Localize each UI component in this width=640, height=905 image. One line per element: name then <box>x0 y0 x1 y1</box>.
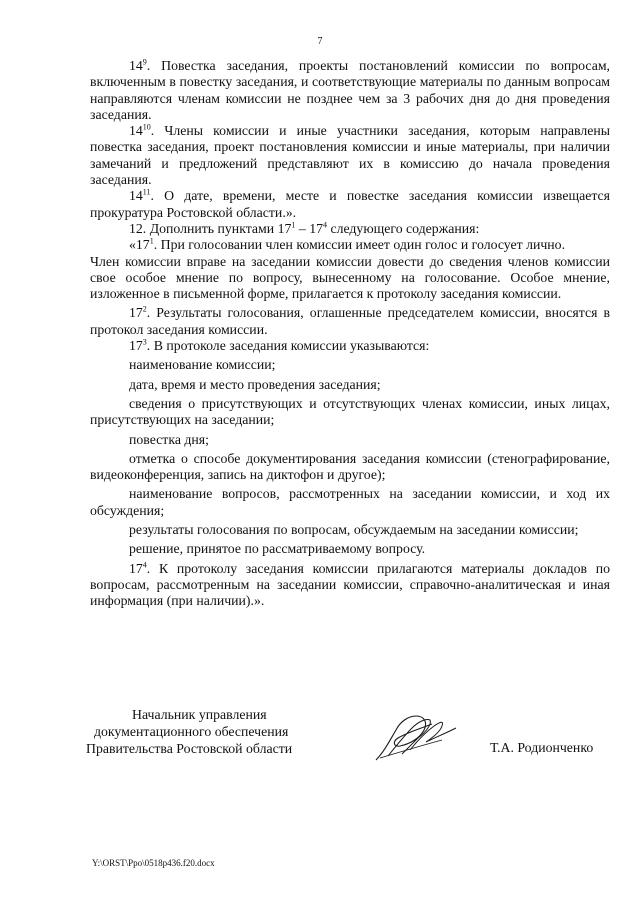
position-line: документационного обеспечения <box>94 724 289 739</box>
list-item: наименование вопросов, рассмотренных на заседании комиссии, и ход их обсуждения; <box>90 486 610 518</box>
signer-name: Т.А. Родионченко <box>490 740 594 755</box>
paragraph-17-4: $17^4$. К протоколу заседания комиссии прилагаются материалы докладов по вопросам, рассмотренным на заседании комиссии, справочно-аналитическая и иная информация (при наличии).». <box>90 560 610 609</box>
signatory-position <box>86 706 346 757</box>
paragraph-17-1: «$17^1$. При голосовании член комиссии имеет один голос и голосует лично. <box>129 236 566 253</box>
paragraph-17-1-continued: Член комиссии вправе на заседании комиссии довести до сведения членов комиссии свое особое мнение по вопросу, вынесенному на голосование. Особое мнение, изложенное в письменной форме, прилагается к протоколу заседания комиссии. <box>90 253 610 302</box>
list-item: отметка о способе документирования заседания комиссии (стенографирование, видеоконференция, запись на диктофон и другое); <box>90 450 610 483</box>
handwritten-signature <box>370 706 460 766</box>
list-item: повестка дня; <box>129 431 209 447</box>
paragraph-12: 12. Дополнить пунктами $17^1 - 17^4$ следующего содержания: <box>129 220 480 236</box>
paragraph-17-2: $17^2$. Результаты голосования, оглашенные председателем комиссии, вносятся в протокол заседания комиссии. <box>90 304 610 337</box>
paragraph-14-10: $14^{10}$. Члены комиссии и иные участники заседания, которым направлены повестка заседания, проект постановления комиссии и иные материалы, при наличии замечаний и предложений представляют их в комиссию до начала проведения заседания. <box>90 122 610 188</box>
paragraph-14-9: $14^9$. Повестка заседания, проекты постановлений комиссии по вопросам, включенным в повестку заседания, и соответствующие материалы по данным вопросам направляются членам комиссии не позднее чем за 3 рабочих дня до дня проведения заседания. <box>90 57 610 122</box>
paragraph-14-11: $14^{11}$. О дате, времени, месте и повестке заседания комиссии извещается прокуратура Ростовской области.». <box>90 187 610 220</box>
list-item: результаты голосования по вопросам, обсуждаемым на заседании комиссии; <box>129 522 579 538</box>
document-body <box>90 58 610 610</box>
list-item: сведения о присутствующих и отсутствующих членах комиссии, иных лицах, присутствующих на заседании; <box>90 395 610 428</box>
position-line: Начальник управления <box>132 707 267 722</box>
page-number: 7 <box>317 36 323 47</box>
paragraph-17-3: $17^3$. В протоколе заседания комиссии указываются: <box>129 337 430 354</box>
list-item: дата, время и место проведения заседания; <box>129 376 381 392</box>
file-path: Y:\ORST\Ppo\0518p436.f20.docx <box>92 858 215 868</box>
list-item: решение, принятое по рассматриваемому вопросу. <box>129 541 426 557</box>
list-item: наименование комиссии; <box>129 357 276 373</box>
position-line: Правительства Ростовской области <box>86 741 293 756</box>
